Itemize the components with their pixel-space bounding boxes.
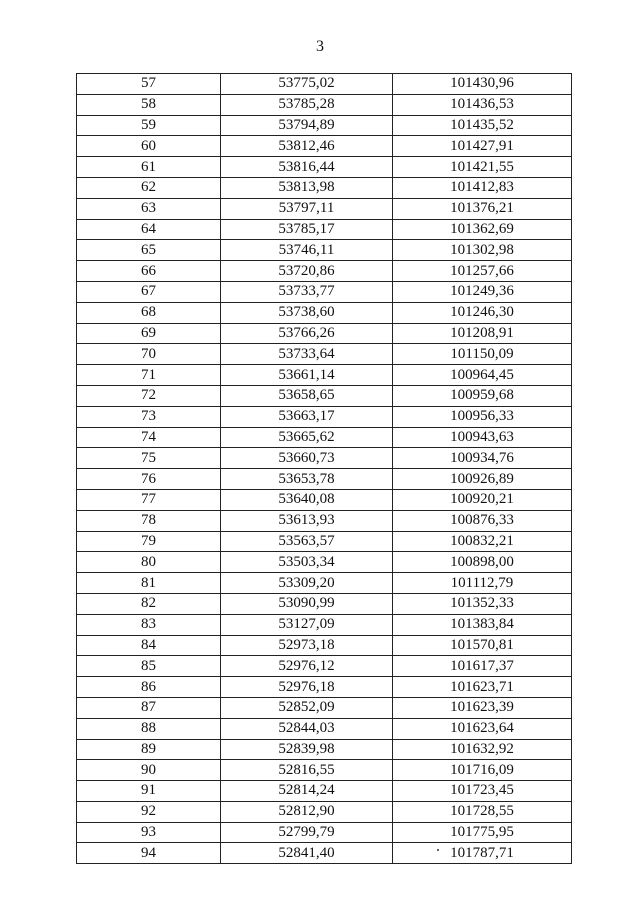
point-number-cell: 65 bbox=[77, 240, 221, 261]
y-coordinate-cell: 100898,00 bbox=[393, 552, 572, 573]
coordinates-table-body bbox=[77, 74, 572, 864]
table-row bbox=[77, 510, 572, 531]
y-coordinate-cell: 100832,21 bbox=[393, 531, 572, 552]
y-coordinate-cell: 100943,63 bbox=[393, 427, 572, 448]
y-coordinate-cell: 101412,83 bbox=[393, 177, 572, 198]
point-number-cell: 92 bbox=[77, 801, 221, 822]
point-number-cell: 72 bbox=[77, 385, 221, 406]
y-coordinate-cell: 101617,37 bbox=[393, 656, 572, 677]
table-row bbox=[77, 635, 572, 656]
point-number-cell: 93 bbox=[77, 822, 221, 843]
table-row bbox=[77, 677, 572, 698]
point-number-cell: 90 bbox=[77, 760, 221, 781]
coordinates-table bbox=[76, 73, 572, 864]
y-coordinate-cell: 101623,71 bbox=[393, 677, 572, 698]
x-coordinate-cell: 52816,55 bbox=[221, 760, 393, 781]
y-coordinate-cell: 100934,76 bbox=[393, 448, 572, 469]
x-coordinate-cell: 53785,17 bbox=[221, 219, 393, 240]
x-coordinate-cell: 53503,34 bbox=[221, 552, 393, 573]
y-coordinate-cell: 100964,45 bbox=[393, 365, 572, 386]
x-coordinate-cell: 52844,03 bbox=[221, 718, 393, 739]
y-coordinate-cell: 101632,92 bbox=[393, 739, 572, 760]
x-coordinate-cell: 52852,09 bbox=[221, 697, 393, 718]
table-row bbox=[77, 469, 572, 490]
table-row bbox=[77, 593, 572, 614]
point-number-cell: 89 bbox=[77, 739, 221, 760]
point-number-cell: 87 bbox=[77, 697, 221, 718]
x-coordinate-cell: 52799,79 bbox=[221, 822, 393, 843]
x-coordinate-cell: 53663,17 bbox=[221, 406, 393, 427]
x-coordinate-cell: 53640,08 bbox=[221, 489, 393, 510]
y-coordinate-cell: 101352,33 bbox=[393, 593, 572, 614]
y-coordinate-cell: 100876,33 bbox=[393, 510, 572, 531]
table-row bbox=[77, 656, 572, 677]
point-number-cell: 63 bbox=[77, 198, 221, 219]
point-number-cell: 94 bbox=[77, 843, 221, 864]
point-number-cell: 82 bbox=[77, 593, 221, 614]
x-coordinate-cell: 53797,11 bbox=[221, 198, 393, 219]
point-number-cell: 86 bbox=[77, 677, 221, 698]
x-coordinate-cell: 52976,12 bbox=[221, 656, 393, 677]
point-number-cell: 68 bbox=[77, 302, 221, 323]
table-row bbox=[77, 781, 572, 802]
y-coordinate-cell: 100956,33 bbox=[393, 406, 572, 427]
y-coordinate-cell: 101249,36 bbox=[393, 281, 572, 302]
x-coordinate-cell: 53733,77 bbox=[221, 281, 393, 302]
point-number-cell: 80 bbox=[77, 552, 221, 573]
point-number-cell: 69 bbox=[77, 323, 221, 344]
table-row bbox=[77, 552, 572, 573]
table-row bbox=[77, 427, 572, 448]
point-number-cell: 85 bbox=[77, 656, 221, 677]
y-coordinate-cell: 101376,21 bbox=[393, 198, 572, 219]
table-row bbox=[77, 198, 572, 219]
table-row bbox=[77, 302, 572, 323]
x-coordinate-cell: 53775,02 bbox=[221, 74, 393, 95]
page-number: 3 bbox=[316, 38, 324, 55]
y-coordinate-cell: 101302,98 bbox=[393, 240, 572, 261]
table-row bbox=[77, 822, 572, 843]
y-coordinate-cell: 101723,45 bbox=[393, 781, 572, 802]
x-coordinate-cell: 53816,44 bbox=[221, 157, 393, 178]
y-coordinate-cell: 101623,39 bbox=[393, 697, 572, 718]
x-coordinate-cell: 52812,90 bbox=[221, 801, 393, 822]
y-coordinate-cell: 101246,30 bbox=[393, 302, 572, 323]
x-coordinate-cell: 53563,57 bbox=[221, 531, 393, 552]
point-number-cell: 70 bbox=[77, 344, 221, 365]
y-coordinate-cell: 101150,09 bbox=[393, 344, 572, 365]
point-number-cell: 57 bbox=[77, 74, 221, 95]
table-row bbox=[77, 365, 572, 386]
point-number-cell: 61 bbox=[77, 157, 221, 178]
x-coordinate-cell: 52976,18 bbox=[221, 677, 393, 698]
table-row bbox=[77, 697, 572, 718]
point-number-cell: 67 bbox=[77, 281, 221, 302]
point-number-cell: 91 bbox=[77, 781, 221, 802]
y-coordinate-cell: 101112,79 bbox=[393, 573, 572, 594]
y-coordinate-cell: 101435,52 bbox=[393, 115, 572, 136]
table-row bbox=[77, 843, 572, 864]
point-number-cell: 76 bbox=[77, 469, 221, 490]
table-row bbox=[77, 448, 572, 469]
x-coordinate-cell: 53738,60 bbox=[221, 302, 393, 323]
table-row bbox=[77, 94, 572, 115]
point-number-cell: 64 bbox=[77, 219, 221, 240]
y-coordinate-cell: 101383,84 bbox=[393, 614, 572, 635]
point-number-cell: 66 bbox=[77, 261, 221, 282]
y-coordinate-cell: 100926,89 bbox=[393, 469, 572, 490]
x-coordinate-cell: 53127,09 bbox=[221, 614, 393, 635]
table-row bbox=[77, 219, 572, 240]
y-coordinate-cell: 100920,21 bbox=[393, 489, 572, 510]
x-coordinate-cell: 53812,46 bbox=[221, 136, 393, 157]
table-row bbox=[77, 489, 572, 510]
point-number-cell: 58 bbox=[77, 94, 221, 115]
table-row bbox=[77, 344, 572, 365]
x-coordinate-cell: 53653,78 bbox=[221, 469, 393, 490]
x-coordinate-cell: 53733,64 bbox=[221, 344, 393, 365]
x-coordinate-cell: 53613,93 bbox=[221, 510, 393, 531]
y-coordinate-cell: 101208,91 bbox=[393, 323, 572, 344]
x-coordinate-cell: 53090,99 bbox=[221, 593, 393, 614]
y-coordinate-cell: 101775,95 bbox=[393, 822, 572, 843]
x-coordinate-cell: 53661,14 bbox=[221, 365, 393, 386]
point-number-cell: 60 bbox=[77, 136, 221, 157]
point-number-cell: 84 bbox=[77, 635, 221, 656]
y-coordinate-cell: 101257,66 bbox=[393, 261, 572, 282]
table-row bbox=[77, 801, 572, 822]
y-coordinate-cell: 101427,91 bbox=[393, 136, 572, 157]
table-row bbox=[77, 614, 572, 635]
point-number-cell: 77 bbox=[77, 489, 221, 510]
x-coordinate-cell: 53658,65 bbox=[221, 385, 393, 406]
x-coordinate-cell: 53309,20 bbox=[221, 573, 393, 594]
y-coordinate-cell: 101362,69 bbox=[393, 219, 572, 240]
y-coordinate-cell: 101787,71 bbox=[393, 843, 572, 864]
table-row bbox=[77, 406, 572, 427]
x-coordinate-cell: 53720,86 bbox=[221, 261, 393, 282]
point-number-cell: 59 bbox=[77, 115, 221, 136]
table-row bbox=[77, 323, 572, 344]
y-coordinate-cell: 101430,96 bbox=[393, 74, 572, 95]
y-coordinate-cell: 101728,55 bbox=[393, 801, 572, 822]
x-coordinate-cell: 53794,89 bbox=[221, 115, 393, 136]
table-row bbox=[77, 573, 572, 594]
y-coordinate-cell: 101570,81 bbox=[393, 635, 572, 656]
x-coordinate-cell: 52814,24 bbox=[221, 781, 393, 802]
point-number-cell: 81 bbox=[77, 573, 221, 594]
x-coordinate-cell: 53785,28 bbox=[221, 94, 393, 115]
x-coordinate-cell: 53746,11 bbox=[221, 240, 393, 261]
table-row bbox=[77, 74, 572, 95]
table-row bbox=[77, 136, 572, 157]
x-coordinate-cell: 53660,73 bbox=[221, 448, 393, 469]
point-number-cell: 75 bbox=[77, 448, 221, 469]
point-number-cell: 62 bbox=[77, 177, 221, 198]
y-coordinate-cell: 101421,55 bbox=[393, 157, 572, 178]
point-number-cell: 71 bbox=[77, 365, 221, 386]
x-coordinate-cell: 53813,98 bbox=[221, 177, 393, 198]
table-row bbox=[77, 281, 572, 302]
table-row bbox=[77, 531, 572, 552]
scan-speck bbox=[437, 849, 439, 851]
point-number-cell: 73 bbox=[77, 406, 221, 427]
x-coordinate-cell: 53665,62 bbox=[221, 427, 393, 448]
table-row bbox=[77, 240, 572, 261]
point-number-cell: 74 bbox=[77, 427, 221, 448]
table-row bbox=[77, 115, 572, 136]
point-number-cell: 88 bbox=[77, 718, 221, 739]
x-coordinate-cell: 52973,18 bbox=[221, 635, 393, 656]
table-row bbox=[77, 177, 572, 198]
table-row bbox=[77, 718, 572, 739]
x-coordinate-cell: 52839,98 bbox=[221, 739, 393, 760]
table-row bbox=[77, 261, 572, 282]
y-coordinate-cell: 100959,68 bbox=[393, 385, 572, 406]
y-coordinate-cell: 101623,64 bbox=[393, 718, 572, 739]
point-number-cell: 79 bbox=[77, 531, 221, 552]
x-coordinate-cell: 53766,26 bbox=[221, 323, 393, 344]
x-coordinate-cell: 52841,40 bbox=[221, 843, 393, 864]
table-row bbox=[77, 157, 572, 178]
table-row bbox=[77, 385, 572, 406]
y-coordinate-cell: 101716,09 bbox=[393, 760, 572, 781]
point-number-cell: 83 bbox=[77, 614, 221, 635]
point-number-cell: 78 bbox=[77, 510, 221, 531]
table-row bbox=[77, 739, 572, 760]
y-coordinate-cell: 101436,53 bbox=[393, 94, 572, 115]
table-row bbox=[77, 760, 572, 781]
